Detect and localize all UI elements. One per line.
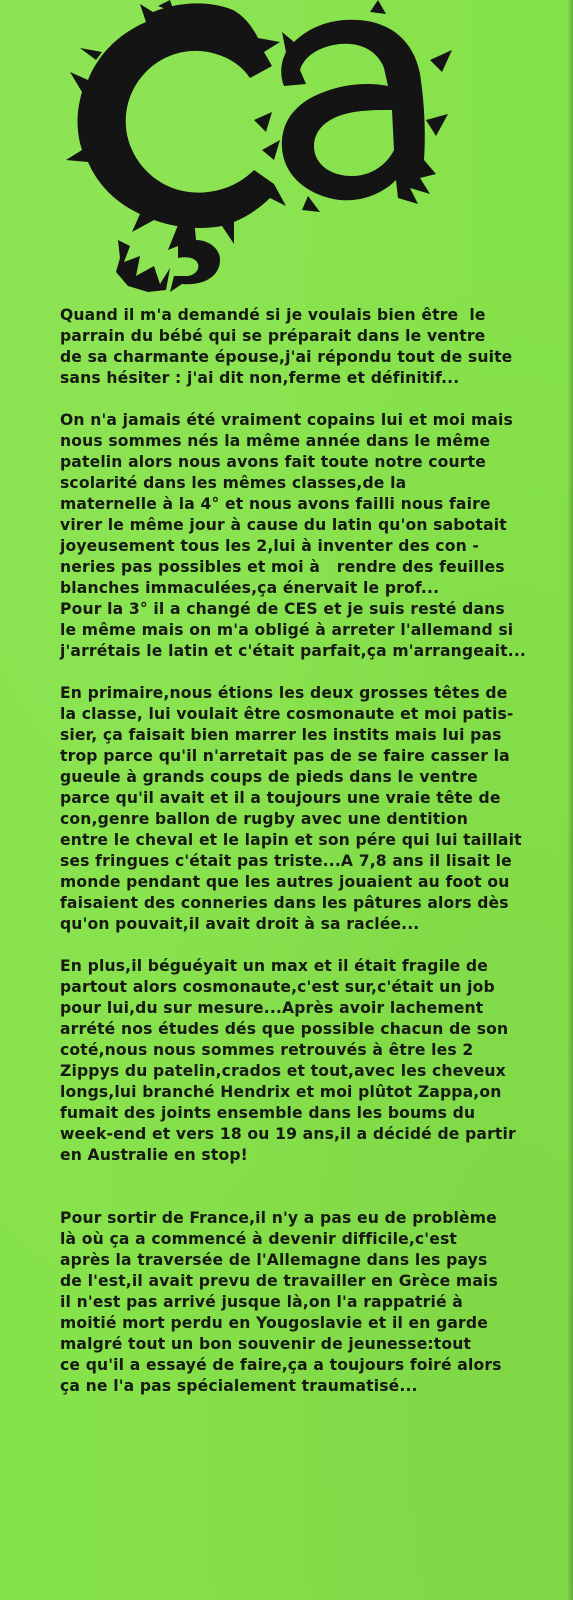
text-line: fumait des joints ensemble dans les boums du — [60, 1104, 476, 1122]
text-line: En primaire,nous étions les deux grosses têtes de — [60, 684, 508, 702]
text-line: ce qu'il a essayé de faire,ça a toujours foiré alors — [60, 1356, 502, 1374]
text-line: ses fringues c'était pas triste...A 7,8 ans il lisait le — [60, 852, 512, 870]
text-line: con,genre ballon de rugby avec une dentition — [60, 810, 469, 828]
text-line: En plus,il béguéyait un max et il était fragile de — [60, 957, 488, 975]
text-line: moitié mort perdu en Yougoslavie et il en garde — [60, 1314, 488, 1332]
text-line: là où ça a commencé à devenir difficile,c'est — [60, 1230, 457, 1248]
text-line: On n'a jamais été vraiment copains lui et moi mais — [60, 411, 513, 429]
text-line: Pour la 3° il a changé de CES et je suis resté dans — [60, 600, 505, 618]
text-line: patelin alors nous avons fait toute notre courte — [60, 453, 486, 471]
text-line: scolarité dans les mêmes classes,de la — [60, 474, 407, 492]
text-line: sans hésiter : j'ai dit non,ferme et définitif... — [60, 369, 460, 387]
text-line: monde pendant que les autres jouaient au foot ou — [60, 873, 510, 891]
text-line: faisaient des conneries dans les pâtures alors dès — [60, 894, 509, 912]
text-line: il n'est pas arrivé jusque là,on l'a rappatrié à — [60, 1293, 463, 1311]
text-line: en Australie en stop! — [60, 1146, 248, 1164]
text-line: Quand il m'a demandé si je voulais bien être le — [60, 306, 486, 324]
ca-logo — [58, 0, 518, 300]
paragraph-5 — [60, 1208, 540, 1397]
text-line: virer le même jour à cause du latin qu'on sabotait — [60, 516, 507, 534]
text-line: nous sommes nés la même année dans le même — [60, 432, 491, 450]
text-line: joyeusement tous les 2,lui à inventer des con - — [60, 537, 480, 555]
text-line: Zippys du patelin,crados et tout,avec les cheveux — [60, 1062, 506, 1080]
text-line: de l'est,il avait prevu de travailler en Grèce mais — [60, 1272, 498, 1290]
text-line: sier, ça faisait bien marrer les instits mais lui pas — [60, 726, 502, 744]
text-line: le même mais on m'a obligé à arreter l'allemand si — [60, 621, 514, 639]
text-line: coté,nous nous sommes retrouvés à être les 2 — [60, 1041, 474, 1059]
text-line: partout alors cosmonaute,c'est sur,c'était un job — [60, 978, 495, 996]
text-line: de sa charmante épouse,j'ai répondu tout de suite — [60, 348, 513, 366]
text-line: parce qu'il avait et il a toujours une vraie tête de — [60, 789, 501, 807]
page-edge-shadow — [567, 0, 573, 1600]
text-line: gueule à grands coups de pieds dans le ventre — [60, 768, 478, 786]
text-line: qu'on pouvait,il avait droit à sa raclée... — [60, 915, 420, 933]
text-line: maternelle à la 4° et nous avons failli nous faire — [60, 495, 491, 513]
text-line: la classe, lui voulait être cosmonaute et moi patis- — [60, 705, 514, 723]
text-line: Pour sortir de France,il n'y a pas eu de problème — [60, 1209, 497, 1227]
paragraph-gap — [60, 935, 540, 956]
text-line: entre le cheval et le lapin et son pére qui lui taillait — [60, 831, 522, 849]
paragraph-gap — [60, 662, 540, 683]
text-line: ça ne l'a pas spécialement traumatisé... — [60, 1377, 418, 1395]
text-line: pour lui,du sur mesure...Après avoir lachement — [60, 999, 484, 1017]
text-line: parrain du bébé qui se préparait dans le ventre — [60, 327, 486, 345]
text-line: week-end et vers 18 ou 19 ans,il a décidé de partir — [60, 1125, 516, 1143]
text-line: j'arrétais le latin et c'était parfait,ça m'arrangeait... — [60, 642, 526, 660]
text-line: arrété nos études dés que possible chacun de son — [60, 1020, 509, 1038]
text-line: malgré tout un bon souvenir de jeunesse:tout — [60, 1335, 472, 1353]
article-body — [60, 305, 540, 1397]
paragraph-gap — [60, 389, 540, 410]
text-line: longs,lui branché Hendrix et moi plûtot Zappa,on — [60, 1083, 502, 1101]
text-line: blanches immaculées,ça énervait le prof... — [60, 579, 440, 597]
paragraph-gap — [60, 1166, 540, 1208]
text-line: trop parce qu'il n'arretait pas de se faire casser la — [60, 747, 510, 765]
text-line: neries pas possibles et moi à rendre des feuilles — [60, 558, 505, 576]
paragraph-4 — [60, 956, 540, 1166]
paragraph-3 — [60, 683, 540, 935]
paragraph-1 — [60, 305, 540, 389]
paragraph-2 — [60, 410, 540, 662]
text-line: après la traversée de l'Allemagne dans les pays — [60, 1251, 488, 1269]
